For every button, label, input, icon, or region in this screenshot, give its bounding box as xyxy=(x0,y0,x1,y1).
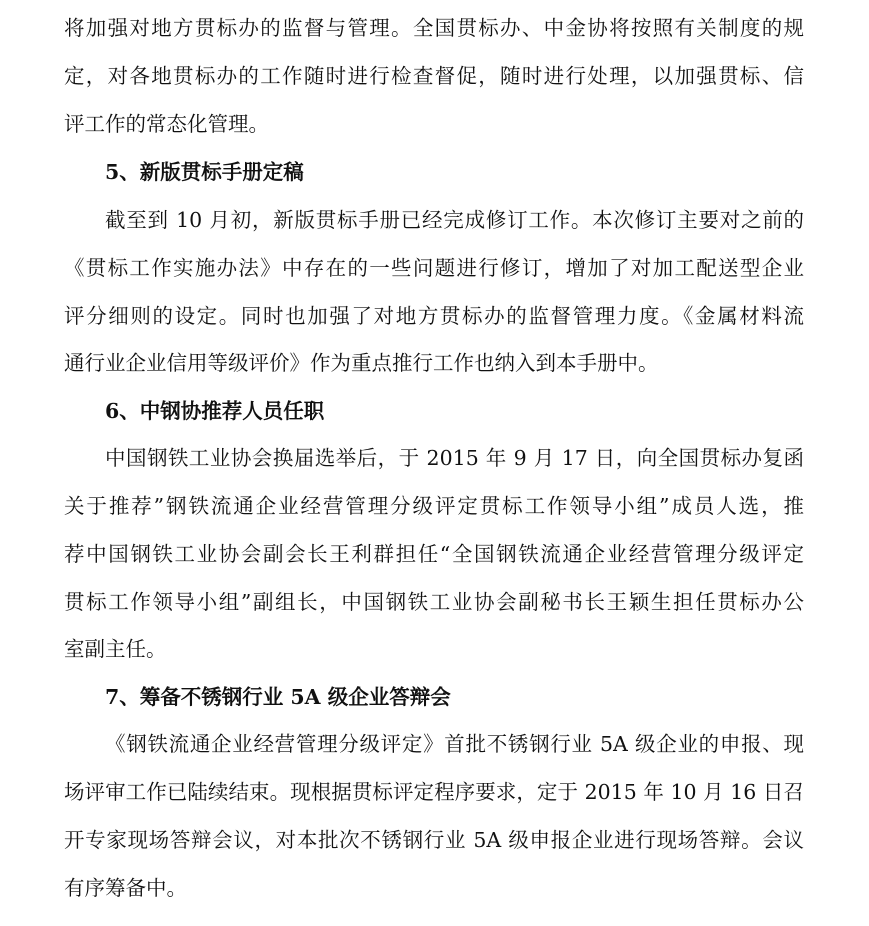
paragraph-line: 场评审工作已陆续结束。现根据贯标评定程序要求，定于 2015 年 10 月 16 日召 xyxy=(64,780,804,804)
section-heading-5: 5、新版贯标手册定稿 xyxy=(105,160,304,184)
paragraph-line: 定，对各地贯标办的工作随时进行检查督促，随时进行处理，以加强贯标、信 xyxy=(64,64,804,88)
paragraph-line: 评工作的常态化管理。 xyxy=(64,112,269,136)
paragraph-line: 关于推荐”钢铁流通企业经营管理分级评定贯标工作领导小组”成员人选，推 xyxy=(64,494,804,518)
paragraph-line: 中国钢铁工业协会换届选举后，于 2015 年 9 月 17 日，向全国贯标办复函 xyxy=(105,446,804,470)
paragraph-line: 截至到 10 月初，新版贯标手册已经完成修订工作。本次修订主要对之前的 xyxy=(105,208,804,232)
paragraph-line: 通行业企业信用等级评价》作为重点推行工作也纳入到本手册中。 xyxy=(64,351,659,375)
paragraph-line: 荐中国钢铁工业协会副会长王利群担任“全国钢铁流通企业经营管理分级评定 xyxy=(64,542,804,566)
paragraph-line: 开专家现场答辩会议，对本批次不锈钢行业 5A 级申报企业进行现场答辩。会议 xyxy=(64,828,804,852)
paragraph-line: 贯标工作领导小组”副组长，中国钢铁工业协会副秘书长王颖生担任贯标办公 xyxy=(64,590,804,614)
section-heading-6: 6、中钢协推荐人员任职 xyxy=(105,399,325,423)
paragraph-line: 室副主任。 xyxy=(64,637,167,661)
paragraph-line: 将加强对地方贯标办的监督与管理。全国贯标办、中金协将按照有关制度的规 xyxy=(64,16,804,40)
section-heading-7: 7、筹备不锈钢行业 5A 级企业答辩会 xyxy=(105,685,451,709)
paragraph-line: 有序筹备中。 xyxy=(64,876,187,900)
paragraph-line: 《钢铁流通企业经营管理分级评定》首批不锈钢行业 5A 级企业的申报、现 xyxy=(105,732,804,756)
paragraph-line: 评分细则的设定。同时也加强了对地方贯标办的监督管理力度。《金属材料流 xyxy=(64,304,804,328)
paragraph-line: 《贯标工作实施办法》中存在的一些问题进行修订，增加了对加工配送型企业 xyxy=(64,256,804,280)
